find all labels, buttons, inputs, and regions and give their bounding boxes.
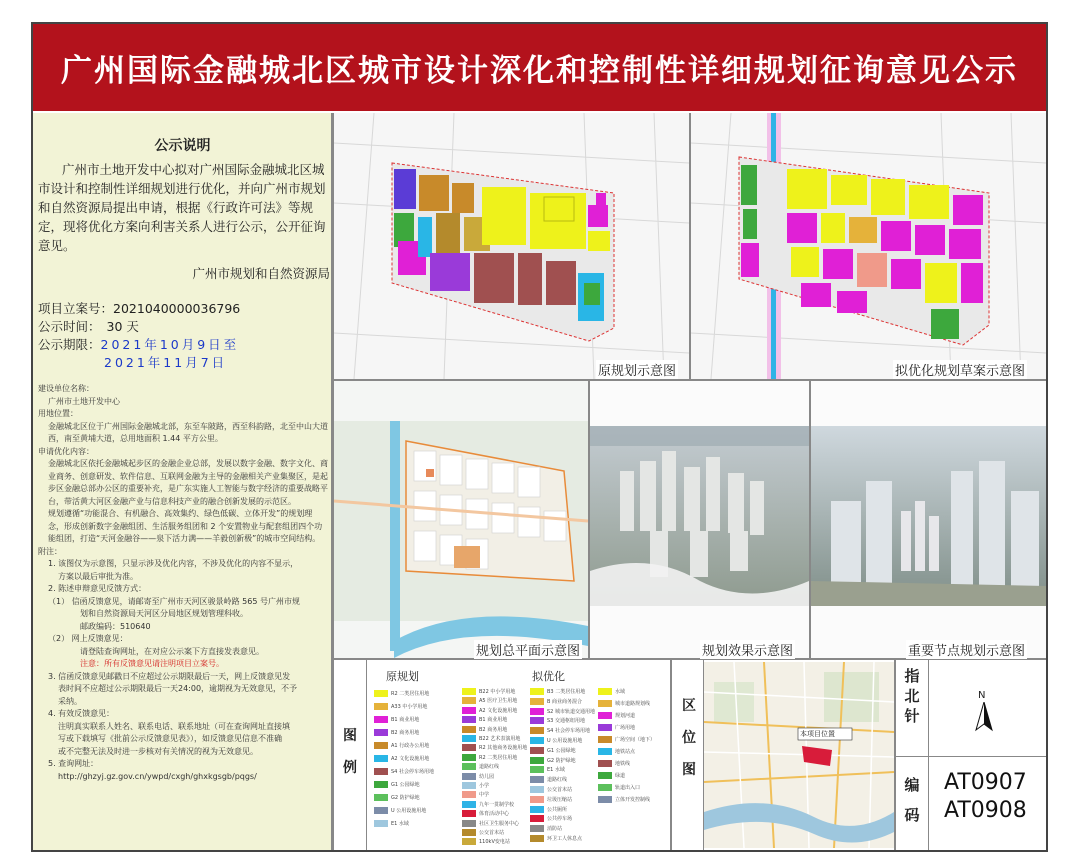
- legend-item-label: R2 二类居住用地: [479, 754, 518, 761]
- project-number-row: [38, 300, 240, 318]
- legend-item-label: U 公用设施用地: [391, 808, 427, 814]
- legend-item-label: 小学: [479, 783, 490, 789]
- legend-item-label: S2 城市轨道交通用地: [547, 708, 595, 715]
- legend-item: [374, 690, 429, 697]
- legend-item: [598, 760, 630, 767]
- note-3b: 表时间不应超过公示期限最后一天24:00，逾期视为无效意见，不予: [58, 684, 298, 693]
- legend-swatch: [530, 796, 544, 803]
- legend-item: [598, 700, 650, 707]
- legend-item-label: 地铁站点: [615, 749, 636, 755]
- legend-item-label: S4 社会停车场用地: [391, 769, 434, 775]
- legend-swatch: [374, 703, 388, 710]
- period-row: [38, 318, 139, 336]
- note-4: 4. 有效反馈意见：: [48, 709, 115, 718]
- legend-swatch: [462, 838, 476, 845]
- legend-item-label: B22 艺术表演用地: [479, 736, 521, 742]
- location-map-drawing: [704, 662, 894, 848]
- legend-swatch: [530, 776, 544, 783]
- original-plan-caption: 原规划示意图: [596, 360, 678, 379]
- key-node-drawing: [811, 381, 1046, 658]
- legend-item: [374, 703, 427, 710]
- dates-label: 公示期限：: [38, 337, 101, 352]
- legend-item: [462, 688, 515, 695]
- legend-swatch: [374, 742, 388, 749]
- legend-item: [530, 747, 576, 754]
- master-plan-drawing: [334, 381, 588, 658]
- legend-item: [462, 773, 494, 780]
- legend-item-label: 110kV变电站: [479, 839, 510, 846]
- legend-item: [374, 781, 420, 788]
- legend-item-label: 轨道出入口: [615, 785, 641, 791]
- legend-item-label: 垃圾压缩站: [547, 796, 573, 803]
- legend-swatch: [374, 794, 388, 801]
- note-3c: 采纳。: [58, 696, 82, 706]
- legend-item-label: B3 二类居住用地: [547, 689, 586, 695]
- legend-item-label: G1 公园绿地: [391, 782, 420, 788]
- content-label: 申请优化内容：: [38, 446, 94, 456]
- notice-heading: 公示说明: [154, 138, 211, 154]
- key-node-caption: 重要节点规划示意图: [906, 640, 1027, 659]
- legend-item-label: R2 其他商务设施用地: [479, 745, 528, 752]
- page-title: 广州国际金融城北区城市设计深化和控制性详细规划征询意见公示: [33, 24, 1046, 111]
- location-map: [704, 662, 894, 848]
- legend-item: [598, 712, 635, 719]
- legend-item-label: A33 中小学用地: [391, 704, 428, 710]
- optimized-plan-drawing: [691, 113, 1046, 379]
- legend-item: [374, 729, 419, 736]
- note-2c: 邮政编码：510640: [80, 621, 151, 631]
- legend-item: [598, 688, 625, 695]
- note-4c: 或不完整无法及时进一步核对有关情况的视为无效意见。: [58, 746, 258, 756]
- legend-swatch: [598, 688, 612, 695]
- divider: [894, 660, 896, 850]
- legend-swatch: [530, 717, 544, 724]
- legend-item: [530, 757, 576, 764]
- legend-item-label: 社区卫生服务中心: [479, 820, 520, 827]
- legend-swatch: [530, 786, 544, 793]
- legend-panel: [334, 660, 670, 850]
- notes-label: 附注：: [38, 546, 62, 556]
- legend-item: [598, 784, 640, 791]
- legend-item-label: E1 水域: [547, 767, 565, 774]
- legend-item: [374, 807, 426, 814]
- legend-item-label: 环卫工人休息点: [547, 836, 583, 842]
- dates-row: [38, 336, 239, 354]
- legend-swatch: [598, 736, 612, 743]
- legend-item: [462, 838, 510, 845]
- legend-swatch: [462, 688, 476, 695]
- legend-swatch: [374, 716, 388, 723]
- period-value: 30 天: [106, 319, 139, 334]
- legend-swatch: [530, 727, 544, 734]
- note-2e: 请登陆查询网址，在对应公示案下方直接发表意见。: [80, 646, 264, 656]
- legend-item: [530, 796, 572, 803]
- legend-item: [462, 820, 519, 827]
- legend-swatch: [374, 820, 388, 827]
- legend-swatch: [598, 796, 612, 803]
- legend-label: 图例: [343, 728, 357, 776]
- legend-item: [374, 794, 420, 801]
- legend-swatch: [530, 766, 544, 773]
- optimized-plan-map: [691, 113, 1046, 379]
- legend-item: [462, 763, 499, 770]
- north-n: N: [978, 690, 986, 701]
- legend-item-label: S4 社会停车场用地: [547, 728, 590, 735]
- legend-item-label: 九年一贯制学校: [479, 801, 515, 808]
- legend-item-label: B 商业商务混合: [547, 698, 583, 705]
- legend-swatch: [598, 784, 612, 791]
- legend-swatch: [530, 806, 544, 813]
- legend-item-label: 幼儿园: [479, 773, 495, 780]
- note-2b: 划和自然资源局天河区分局地区规划管理科收。: [80, 609, 248, 618]
- key-node-view: [811, 381, 1046, 658]
- legend-swatch: [374, 729, 388, 736]
- legend-item: [530, 806, 567, 813]
- legend-item-label: 公交首末站: [547, 787, 573, 793]
- legend-item-label: 道路红线: [479, 764, 500, 771]
- project-number: 2021040000036796: [113, 301, 241, 316]
- divider: [928, 660, 929, 850]
- period-label: 公示时间：: [38, 319, 101, 334]
- note-2f: 注意：所有反馈意见请注明项目立案号。: [80, 659, 224, 668]
- legend-item-label: B1 商业用地: [479, 717, 508, 724]
- legend-item-label: A5 医疗卫生用地: [479, 698, 518, 705]
- legend-item: [598, 736, 655, 743]
- legend-item: [530, 737, 582, 744]
- legend-swatch: [530, 757, 544, 764]
- legend-item: [462, 697, 517, 704]
- legend-item: [530, 835, 582, 842]
- divider: [896, 756, 1046, 757]
- rendering-caption: 规划效果示意图: [700, 640, 795, 659]
- code-line-2: AT0908: [944, 798, 1027, 823]
- legend-swatch: [598, 748, 612, 755]
- legend-item-label: 体育活动中心: [479, 811, 510, 818]
- legend-swatch: [374, 768, 388, 775]
- legend-item-label: R2 二类居住用地: [391, 691, 430, 697]
- legend-swatch: [598, 700, 612, 707]
- code-line-1: AT0907: [944, 770, 1027, 795]
- legend-item-label: A1 行政办公用地: [391, 743, 430, 749]
- details-block: [38, 383, 328, 783]
- legend-item-label: B1 商业用地: [391, 717, 420, 723]
- legend-item: [374, 820, 409, 827]
- legend-swatch: [598, 712, 612, 719]
- note-2a: （1） 信函反馈意见，请邮寄至广州市天河区骏景岭路 565 号广州市规: [48, 596, 300, 606]
- legend-swatch: [462, 763, 476, 770]
- legend-item-label: A2 文化设施用地: [479, 707, 518, 714]
- legend-optimized-title: 拟优化: [532, 670, 565, 683]
- legend-swatch: [374, 755, 388, 762]
- legend-item: [462, 744, 527, 751]
- legend-swatch: [530, 708, 544, 715]
- legend-swatch: [462, 829, 476, 836]
- site-label: 用地位置：: [38, 409, 78, 418]
- legend-swatch: [530, 825, 544, 832]
- legend-item: [462, 829, 504, 836]
- legend-item-label: B22 中小学用地: [479, 689, 516, 695]
- legend-item-label: G1 公园绿地: [547, 747, 576, 754]
- legend-item: [374, 768, 434, 775]
- legend-item: [462, 801, 514, 808]
- code-label: 编码: [904, 776, 920, 824]
- legend-item-label: B2 商务用地: [479, 726, 508, 733]
- legend-item-label: G2 防护绿地: [391, 795, 420, 801]
- legend-item: [530, 815, 572, 822]
- legend-item-label: A2 文化设施用地: [391, 756, 430, 762]
- legend-swatch: [374, 690, 388, 697]
- legend-item-label: 广场用地: [615, 725, 636, 731]
- applicant: 广州市土地开发中心: [48, 396, 120, 406]
- legend-original-title: 原规划: [386, 670, 419, 683]
- legend-item: [598, 748, 635, 755]
- applicant-label: 建设单位名称：: [38, 384, 94, 393]
- legend-item: [530, 698, 582, 705]
- note-2d: （2） 网上反馈意见：: [48, 634, 128, 643]
- legend-swatch: [598, 724, 612, 731]
- project-number-label: 项目立案号：: [38, 301, 114, 316]
- legend-item-label: 广场空间（地下）: [615, 737, 656, 743]
- site-tag: 本项目位置: [800, 730, 835, 738]
- legend-item: [462, 782, 489, 789]
- notice-paragraph: 广州市土地开发中心拟对广州国际金融城北区城市设计和控制性详细规划进行优化，并向广州市规划和自然资源局提出申请，根据《行政许可法》等规定，现将优化方案向利害关系人进行公示，公开征询意见。: [38, 162, 326, 253]
- legend-swatch: [530, 815, 544, 822]
- note-1b: 方案以最后审批为准。: [58, 571, 138, 581]
- legend-swatch: [530, 835, 544, 842]
- master-plan-map: [334, 381, 588, 658]
- legend-swatch: [530, 747, 544, 754]
- legend-swatch: [462, 735, 476, 742]
- legend-swatch: [462, 820, 476, 827]
- site-description: 金融城北区位于广州国际金融城北部，东至车陂路，西至科韵路，北至中山大道西，南至黄埔大道，总用地面积 1.44 平方公里。: [48, 421, 328, 443]
- legend-item-label: 水域: [615, 689, 626, 695]
- legend-item: [530, 727, 590, 734]
- note-4a: 注明真实联系人姓名、联系电话、联系地址（可在查询网址直接填: [58, 721, 290, 731]
- legend-item-label: 绿道: [615, 773, 626, 779]
- legend-swatch: [462, 697, 476, 704]
- legend-item: [530, 786, 572, 793]
- legend-swatch: [598, 760, 612, 767]
- legend-swatch: [462, 754, 476, 761]
- legend-item: [462, 735, 520, 742]
- legend-swatch: [530, 737, 544, 744]
- rendering-view: [590, 381, 809, 658]
- legend-swatch: [598, 772, 612, 779]
- query-url[interactable]: http://ghzyj.gz.gov.cn/ywpd/cxgh/ghxkgsgb/pqgs/: [58, 771, 257, 781]
- legend-item: [598, 796, 650, 803]
- legend-swatch: [462, 791, 476, 798]
- date-to: 2021年11月7日: [104, 355, 228, 370]
- note-4b: 写或下载填写《批前公示反馈意见表》），如反馈意见信息不准确: [58, 734, 282, 743]
- legend-swatch: [374, 807, 388, 814]
- legend-swatch: [462, 726, 476, 733]
- note-1a: 1. 该图仅为示意图，只显示涉及优化内容，不涉及优化的内容不显示，: [48, 559, 299, 568]
- legend-item-label: 公交首末站: [479, 830, 505, 836]
- legend-item: [462, 810, 509, 817]
- legend-swatch: [530, 698, 544, 705]
- legend-item-label: U 公用设施用地: [547, 738, 583, 744]
- legend-item: [462, 791, 489, 798]
- north-label: 指北针: [904, 667, 920, 725]
- content-description-1: 金融城北区依托金融城起步区的金融企业总部，发展以数字金融、数字文化、商业商务、创意研发、软件信息、互联网金融为主导的金融相关产业集聚区，是起步区金融总部办公区的重要补充，是广东实施人工智能与数字经济的重要战略平台，带活黄大河区金融产业与信息科技产业的融合创新发展的示范区。: [48, 459, 328, 506]
- legend-item: [462, 754, 517, 761]
- legend-swatch: [374, 781, 388, 788]
- legend-item: [462, 716, 507, 723]
- legend-swatch: [462, 782, 476, 789]
- legend-item-label: 消防站: [547, 826, 563, 833]
- master-plan-caption: 规划总平面示意图: [474, 640, 582, 659]
- legend-item: [374, 755, 429, 762]
- legend-item-label: B2 商务用地: [391, 730, 420, 736]
- legend-item: [530, 717, 585, 724]
- legend-item-label: 道路红线: [547, 777, 568, 784]
- note-2: 2. 陈述申辩意见反馈方式：: [48, 584, 147, 593]
- note-3a: 3. 信函反馈意见邮戳日不应超过公示期限最后一天，网上反馈意见发: [48, 671, 291, 681]
- rendering-drawing: [590, 381, 809, 658]
- legend-item-label: S3 交通枢纽用地: [547, 718, 585, 725]
- legend-swatch: [462, 810, 476, 817]
- notice-signature: 广州市规划和自然资源局: [192, 266, 330, 281]
- legend-swatch: [462, 707, 476, 714]
- original-plan-map: [334, 113, 689, 379]
- legend-item: [598, 724, 635, 731]
- location-label: 区位图: [682, 698, 696, 778]
- north-arrow-icon: [974, 702, 994, 732]
- original-plan-drawing: [334, 113, 689, 379]
- legend-swatch: [462, 744, 476, 751]
- legend-swatch: [462, 716, 476, 723]
- legend-item-label: G2 防护绿地: [547, 757, 576, 764]
- note-5: 5. 查询网址：: [48, 759, 99, 768]
- legend-item-label: 城市道路规划线: [615, 701, 651, 707]
- divider: [670, 660, 672, 850]
- legend-item-label: 公共厕所: [547, 806, 568, 813]
- legend-item-label: E1 水域: [391, 821, 409, 827]
- optimized-plan-caption: 拟优化规划草案示意图: [893, 360, 1027, 379]
- legend-item: [374, 716, 419, 723]
- legend-item: [374, 742, 429, 749]
- legend-item-label: 立体开发控制线: [615, 797, 651, 803]
- legend-swatch: [462, 801, 476, 808]
- legend-swatch: [530, 688, 544, 695]
- legend-item: [530, 708, 595, 715]
- legend-item: [598, 772, 625, 779]
- legend-item-label: 中学: [479, 792, 490, 799]
- legend-item: [530, 776, 567, 783]
- legend-item-label: 地铁线: [615, 761, 631, 767]
- legend-item: [530, 825, 562, 832]
- legend-item: [462, 707, 517, 714]
- legend-item: [530, 766, 565, 773]
- legend-item-label: 公共停车场: [547, 816, 573, 823]
- legend-swatch: [462, 773, 476, 780]
- legend-item: [530, 688, 585, 695]
- legend-item: [462, 726, 507, 733]
- legend-item-label: 规划河道: [615, 713, 636, 719]
- content-description-2: 规划遵循“功能混合、有机融合、高效集约、绿色低碳、立体开发”的规划理念，形成创新数字金融组团、生活服务组团和 2 个安置物业与配套组团四个功能组团，打造“天河金融谷——泉下活力满——羊毅创新极”的城市空间结构。: [48, 509, 323, 543]
- date-from: 2021年10月9日至: [100, 337, 240, 352]
